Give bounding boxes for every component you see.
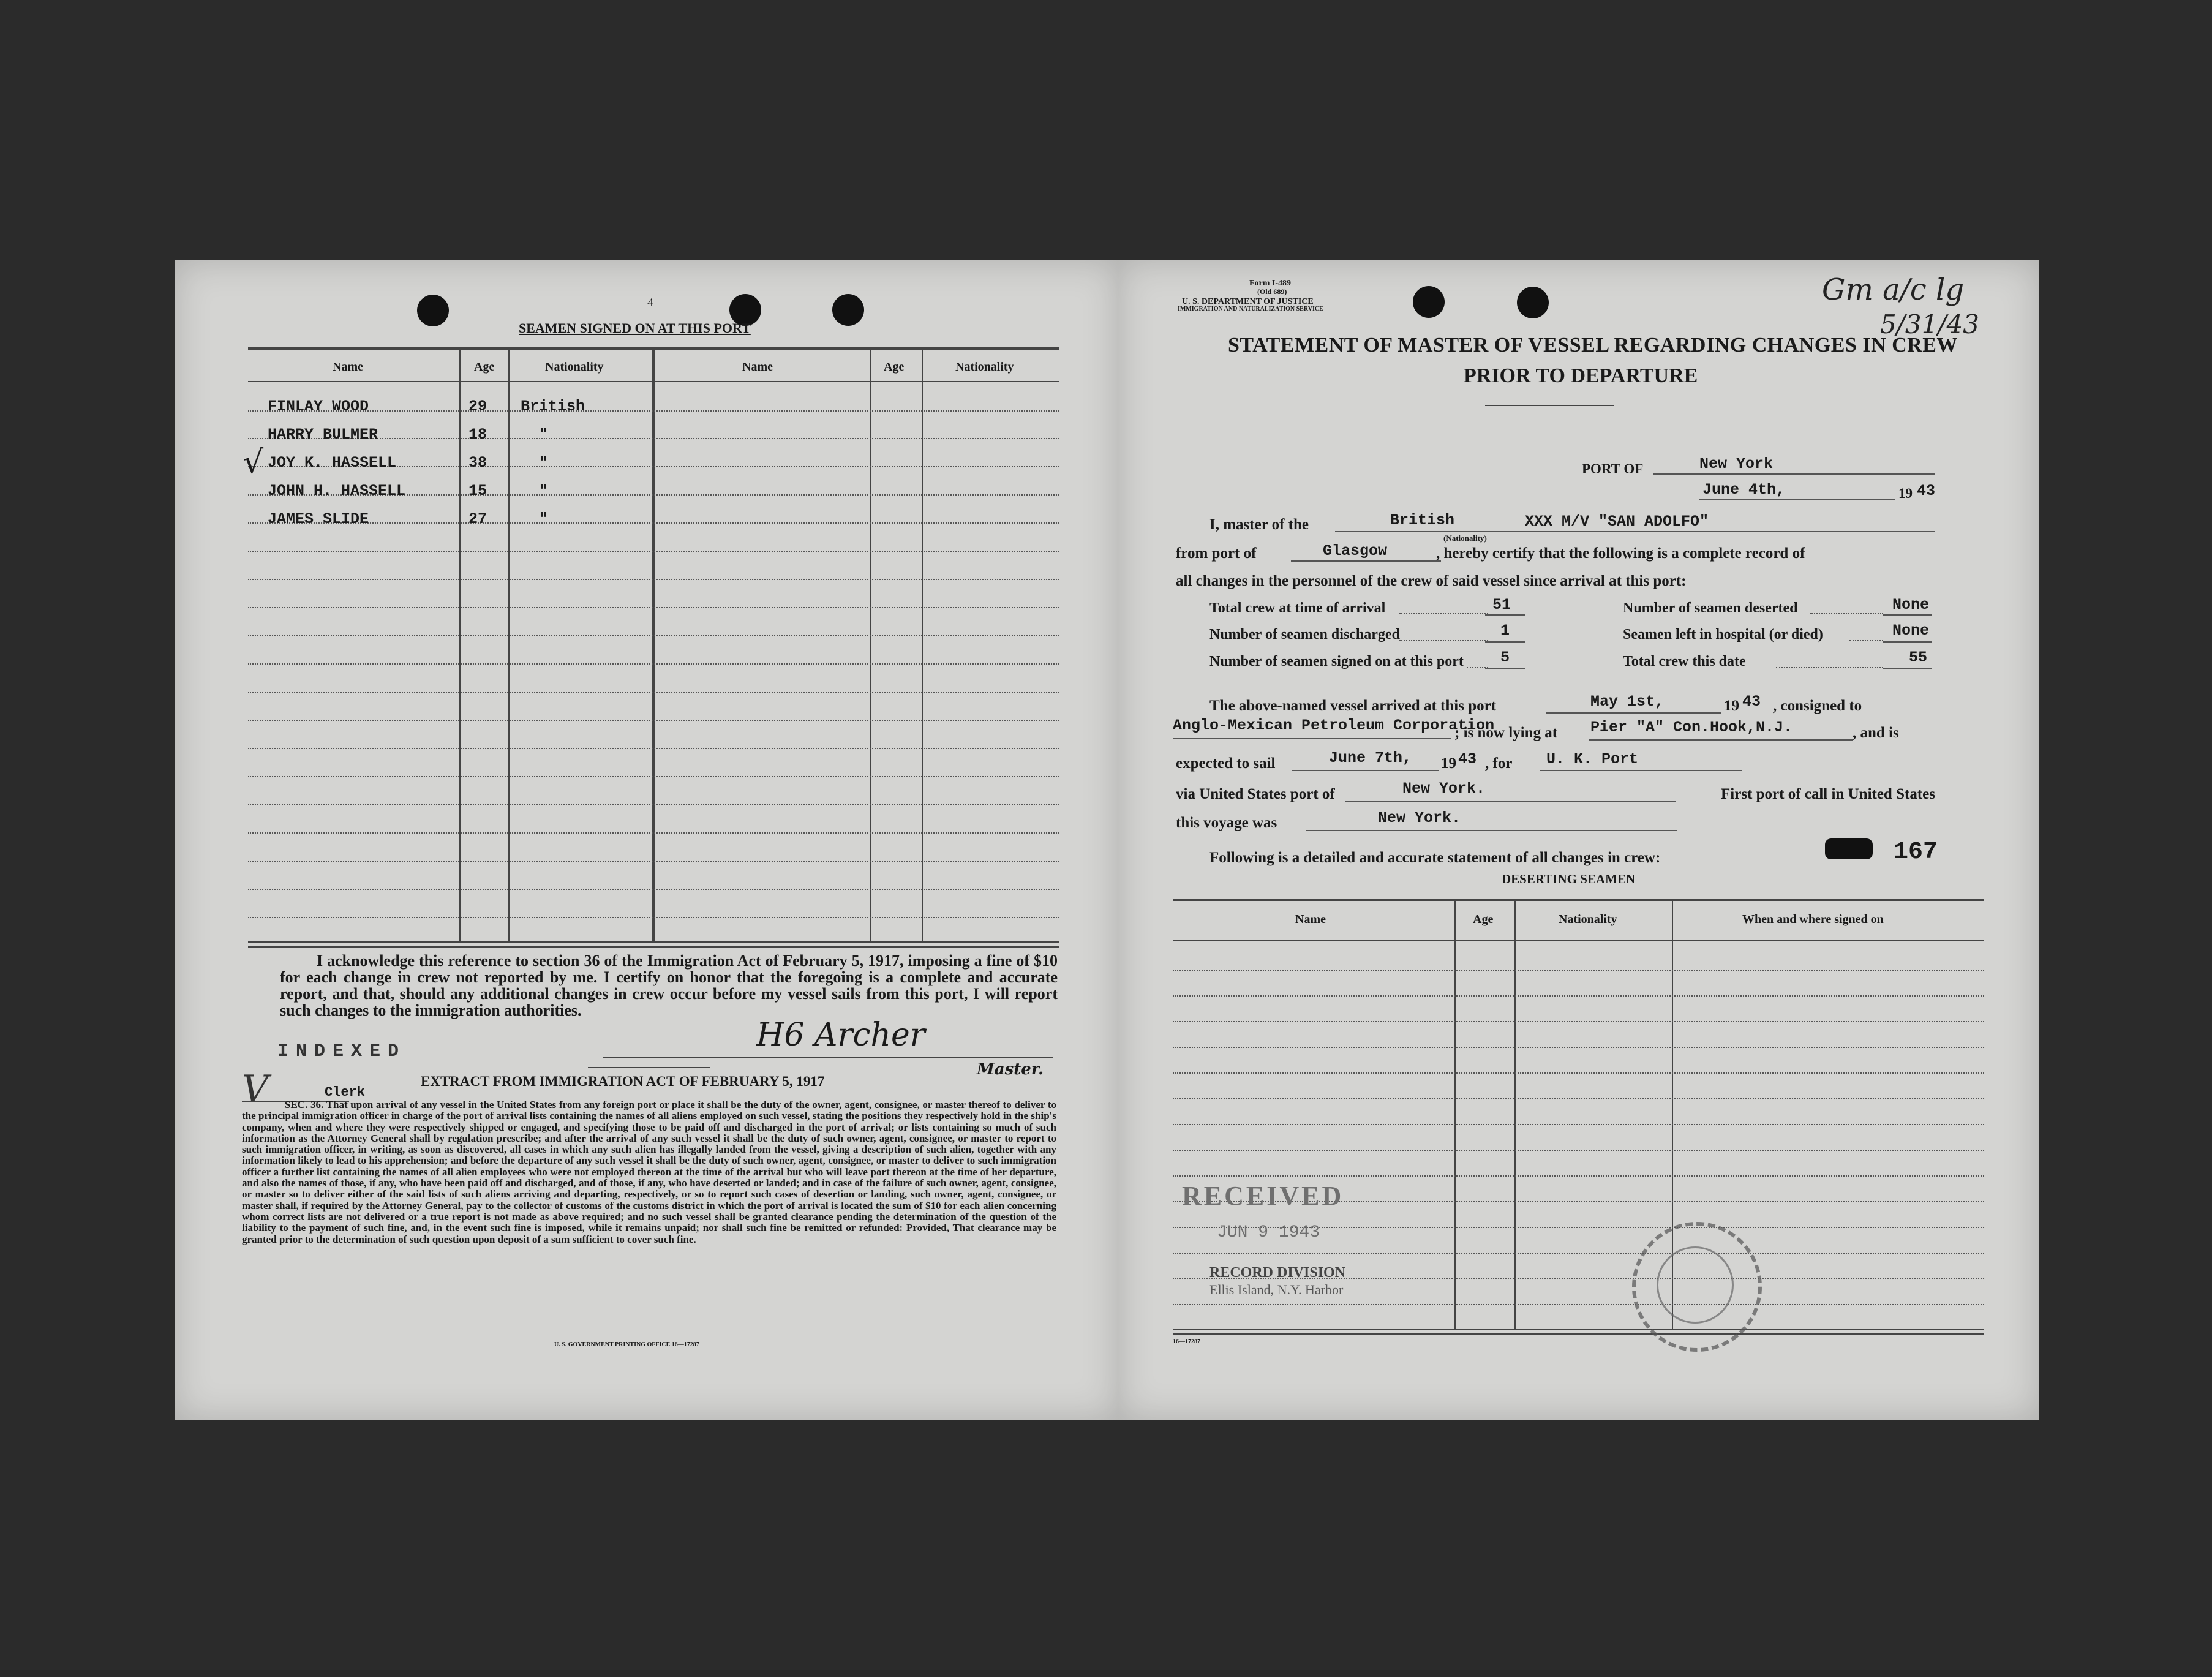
round-seal-stamp-inner: [1657, 1246, 1734, 1324]
expected-year-prefix: 19: [1441, 755, 1456, 772]
extract-text: SEC. 36. That upon arrival of any vessel in the United States from any foreign port or place it shall be the duty of the owner, agent, consignee, or master thereof to deliver to the principal immigration officer in charge of the port of arrival lists containing the names of all aliens employed on such vessel, stating the positions they respectively hold in the ship's company, when and where they were respectively shipped or engaged, and specifying those to be paid off and discharged in the port of arrival; or lists containing so much of such information as the Attorney General shall by regulation prescribe; and after the arrival of any such vessel it shall be the duty of such owner, agent, consignee, or master to report to such immigration officer, in writing, as soon as discovered, all cases in which any such alien has illegally landed from the vessel, giving a description of such alien, together with any information likely to lead to his apprehension; and before the departure of any such vessel it shall be the duty of such owner, agent, consignee, or master to deliver to such immigration officer a further list containing the names of all alien employees who were not employed thereon at the time of the arrival but who will leave port thereon at the time of her departure, and also the names of those, if any, who have been paid off and discharged, and of those, if any, who have deserted or landed; and in case of the failure of such owner, agent, consignee, or master so to deliver either of the said lists of such aliens arriving and departing, respectively, or so to report such cases of desertion or landing, such owner, agent, consignee, or master shall, if required by the Attorney General, pay to the collector of customs of the customs district in which the port of arrival is located the sum of $10 for each alien concerning whom correct lists are not delivered or a true report is not made as above required; and no such vessel shall be granted clearance pending the determination of the question of the liability to the payment of such fine, and, in the event such fine is imposed, while it remains unpaid; nor shall such fine be remitted or refunded: Provided, That clearance may be granted prior to the determination of such question upon deposit of a sum sufficient to cover such fine.: [242, 1099, 1056, 1245]
clerk-label: Clerk: [325, 1085, 366, 1100]
crew-nationality: ": [539, 510, 549, 528]
consigned-label: , consigned to: [1773, 698, 1862, 714]
extract-title: EXTRACT FROM IMMIGRATION ACT OF FEBRUARY 5, 1917: [421, 1074, 825, 1089]
certify-text: , hereby certify that the following is a complete record of: [1436, 545, 1805, 562]
crew-nationality: British: [521, 398, 585, 415]
column-header: Age: [474, 360, 495, 374]
crew-name: FINLAY WOOD: [268, 398, 369, 415]
port-value: New York: [1699, 455, 1774, 473]
column-header: Nationality: [955, 360, 1014, 374]
service: IMMIGRATION AND NATURALIZATION SERVICE: [1178, 306, 1323, 312]
discharged-value: 1: [1500, 622, 1510, 639]
total-crew-date-value: 55: [1909, 649, 1928, 666]
all-changes-text: all changes in the personnel of the crew of said vessel since arrival at this port:: [1176, 573, 1687, 589]
arrived-label: The above-named vessel arrived at this port: [1209, 698, 1497, 714]
from-port-value: Glasgow: [1323, 542, 1388, 560]
via-value: New York.: [1402, 780, 1486, 797]
crew-age: 27: [468, 510, 487, 528]
following-text: Following is a detailed and accurate statement of all changes in crew:: [1209, 850, 1661, 866]
nationality-value: British: [1390, 511, 1455, 529]
record-division: RECORD DIVISION: [1209, 1265, 1346, 1281]
checkmark-icon: √: [243, 444, 264, 481]
deserted-label: Number of seamen deserted: [1623, 600, 1798, 616]
received-stamp: RECEIVED: [1182, 1181, 1344, 1211]
master-label: Master.: [977, 1060, 1044, 1079]
column-header: Name: [333, 360, 363, 374]
master-of-label: I, master of the: [1209, 516, 1309, 533]
page-number: 4: [647, 296, 653, 309]
clerk-initials: V: [242, 1068, 269, 1110]
deserting-title: DESERTING SEAMEN: [1502, 872, 1636, 886]
form-title-line2: PRIOR TO DEPARTURE: [1464, 364, 1698, 387]
received-date: JUN 9 1943: [1217, 1223, 1320, 1242]
column-header: Age: [884, 360, 905, 374]
printer-line: 16—17287: [1173, 1338, 1200, 1345]
handwritten-note: Gm a/c lg: [1822, 273, 1965, 307]
vessel-value: XXX M/V "SAN ADOLFO": [1525, 513, 1709, 530]
indexed-stamp: INDEXED: [277, 1041, 407, 1062]
for-value: U. K. Port: [1546, 750, 1639, 768]
ellis-island: Ellis Island, N.Y. Harbor: [1209, 1282, 1344, 1297]
for-label: , for: [1485, 755, 1513, 772]
column-header: Age: [1473, 913, 1494, 926]
redaction-mark: [1825, 838, 1873, 859]
arrived-year-value: 43: [1742, 693, 1761, 710]
printer-line: U. S. GOVERNMENT PRINTING OFFICE 16—17287: [554, 1341, 699, 1348]
column-header: Name: [742, 360, 773, 374]
signed-on-value: 5: [1500, 649, 1510, 666]
stamp-number: 167: [1894, 838, 1938, 866]
crew-age: 15: [468, 482, 487, 500]
crew-age: 38: [468, 454, 487, 472]
form-id: Form I-489: [1249, 279, 1292, 288]
lying-label: ; is now lying at: [1454, 725, 1558, 741]
and-is-label: , and is: [1853, 725, 1899, 741]
column-header: Nationality: [545, 360, 604, 374]
from-port-label: from port of: [1176, 545, 1257, 562]
department: U. S. DEPARTMENT OF JUSTICE: [1182, 297, 1314, 306]
column-header: Nationality: [1559, 913, 1617, 926]
form-old: (Old 689): [1257, 287, 1287, 296]
crew-name: JOY K. HASSELL: [268, 454, 397, 472]
nationality-caption: (Nationality): [1443, 533, 1487, 543]
lying-value: Pier "A" Con.Hook,N.J.: [1590, 718, 1793, 736]
punch-hole: [832, 294, 864, 326]
arrived-year-prefix: 19: [1724, 698, 1739, 714]
total-crew-arrival-label: Total crew at time of arrival: [1209, 600, 1386, 616]
consignee-value: Anglo-Mexican Petroleum Corporation: [1173, 717, 1495, 734]
date-value: June 4th,: [1702, 481, 1786, 499]
total-crew-date-label: Total crew this date: [1623, 654, 1746, 669]
section-title: SEAMEN SIGNED ON AT THIS PORT: [519, 320, 751, 336]
arrived-value: May 1st,: [1590, 693, 1665, 710]
crew-nationality: ": [539, 426, 549, 443]
expected-value: June 7th,: [1329, 749, 1412, 767]
crew-age: 18: [468, 426, 487, 443]
hospital-value: None: [1892, 622, 1930, 639]
voyage-label: this voyage was: [1176, 815, 1277, 831]
crew-name: JOHN H. HASSELL: [268, 482, 406, 500]
year-prefix: 19: [1898, 486, 1913, 501]
voyage-value: New York.: [1378, 809, 1461, 827]
acknowledgement-text: I acknowledge this reference to section 36 of the Immigration Act of February 5, 1917, imposing a fine of $10 for each change in crew not reported by me. I certify on honor that the foregoing is a complete and accurate report, and that, should any additional changes in crew occur before my vessel sails from this port, I will report such changes to the immigration authorities.: [280, 952, 1058, 1019]
column-header: When and where signed on: [1742, 913, 1884, 926]
discharged-label: Number of seamen discharged: [1209, 627, 1400, 643]
signed-on-label: Number of seamen signed on at this port: [1209, 654, 1464, 669]
handwritten-date: 5/31/43: [1880, 309, 1979, 339]
punch-hole: [1413, 286, 1445, 318]
master-signature: H6 Archer: [756, 1017, 925, 1053]
crew-name: HARRY BULMER: [268, 426, 378, 443]
total-crew-arrival-value: 51: [1492, 596, 1511, 614]
via-label: via United States port of: [1176, 786, 1335, 802]
punch-hole: [417, 295, 449, 326]
punch-hole: [1517, 287, 1549, 318]
deserted-value: None: [1892, 596, 1930, 614]
expected-year-value: 43: [1458, 750, 1477, 768]
expected-label: expected to sail: [1176, 755, 1276, 772]
port-label: PORT OF: [1582, 461, 1644, 477]
crew-age: 29: [468, 398, 487, 415]
form-title-line1: STATEMENT OF MASTER OF VESSEL REGARDING CHANGES IN CREW: [1228, 334, 1958, 356]
crew-name: JAMES SLIDE: [268, 510, 369, 528]
crew-nationality: ": [539, 454, 549, 472]
left-page: [175, 260, 1119, 1420]
year-value: 43: [1917, 482, 1936, 500]
column-header: Name: [1295, 913, 1326, 926]
hospital-label: Seamen left in hospital (or died): [1623, 627, 1823, 643]
crew-nationality: ": [539, 482, 549, 500]
right-page: [1118, 260, 2039, 1420]
first-port-label: First port of call in United States: [1721, 786, 1935, 802]
